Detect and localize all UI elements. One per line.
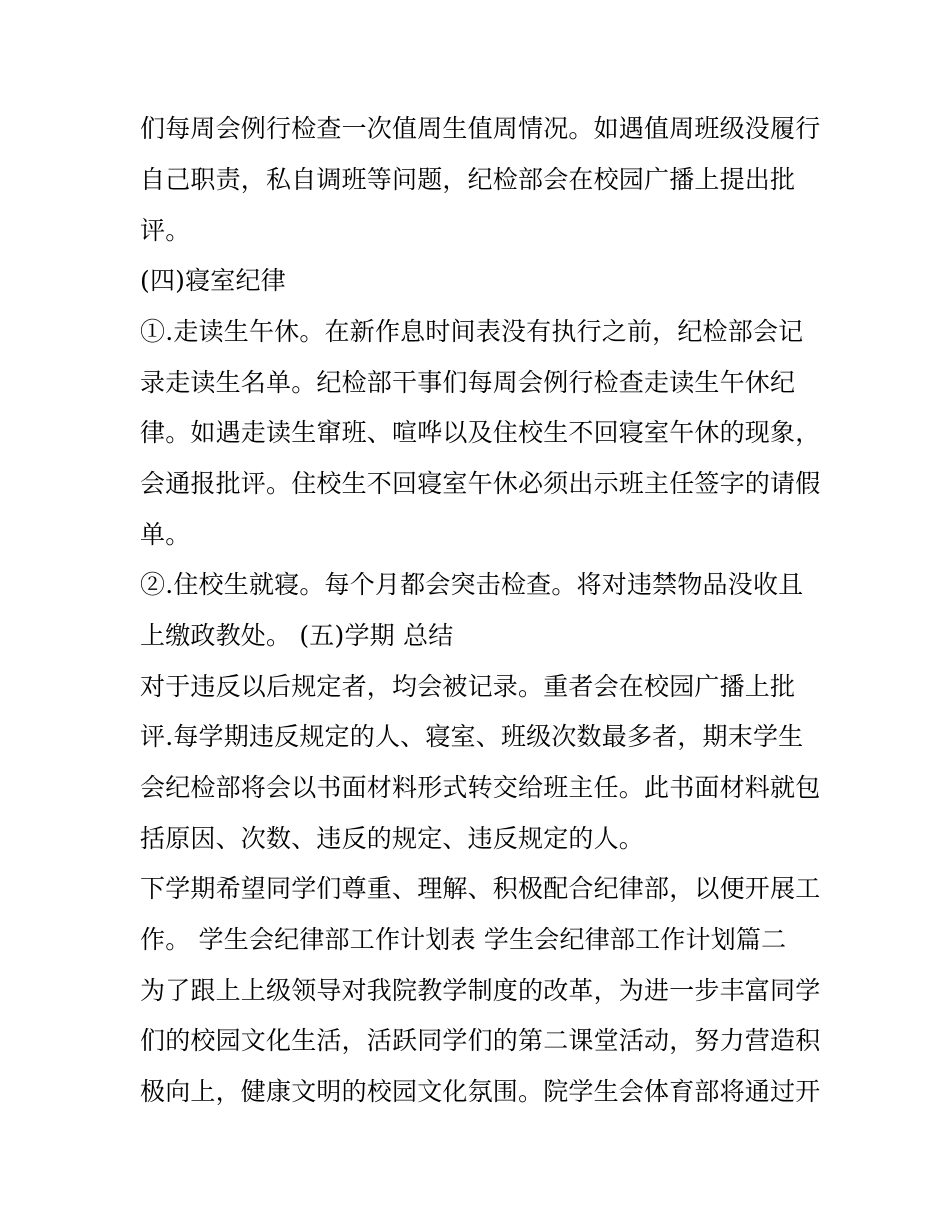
text-line-19: 们的校园文化生活，活跃同学们的第二课堂活动，努力营造积 [140, 1026, 821, 1055]
text-line-5: ①.走读生午休。在新作息时间表没有执行之前，纪检部会记 [140, 317, 804, 346]
text-line-2: 自己职责，私自调班等问题，纪检部会在校园广播上提出批 [140, 165, 796, 194]
text-line-12: 对于违反以后规定者，均会被记录。重者会在校园广播上批 [140, 672, 796, 701]
text-line-18: 为了跟上上级领导对我院教学制度的改革，为进一步丰富同学 [140, 976, 821, 1005]
text-line-17: 作。 学生会纪律部工作计划表 学生会纪律部工作计划篇二 [140, 925, 787, 954]
text-line-15: 括原因、次数、违反的规定、违反规定的人。 [140, 824, 645, 853]
text-line-6: 录走读生名单。纪检部干事们每周会例行检查走读生午休纪 [140, 368, 796, 397]
text-line-16: 下学期希望同学们尊重、理解、积极配合纪律部，以便开展工 [140, 874, 821, 903]
text-line-9: 单。 [140, 520, 191, 549]
text-line-13: 评.每学期违反规定的人、寝室、班级次数最多者，期末学生 [140, 722, 804, 751]
text-line-14: 会纪检部将会以书面材料形式转交给班主任。此书面材料就包 [140, 773, 821, 802]
section-heading-dormitory: (四)寝室纪律 [140, 266, 286, 295]
text-line-11: 上缴政教处。 (五)学期 总结 [140, 621, 454, 650]
text-line-8: 会通报批评。住校生不回寝室午休必须出示班主任签字的请假 [140, 469, 821, 498]
text-line-10: ②.住校生就寝。每个月都会突击检查。将对违禁物品没收且 [140, 570, 804, 599]
text-line-7: 律。如遇走读生窜班、喧哗以及住校生不回寝室午休的现象， [140, 418, 821, 447]
text-line-1: 们每周会例行检查一次值周生值周情况。如遇值周班级没履行 [140, 114, 821, 143]
text-line-3: 评。 [140, 216, 191, 245]
text-line-20: 极向上，健康文明的校园文化氛围。院学生会体育部将通过开 [140, 1077, 821, 1106]
